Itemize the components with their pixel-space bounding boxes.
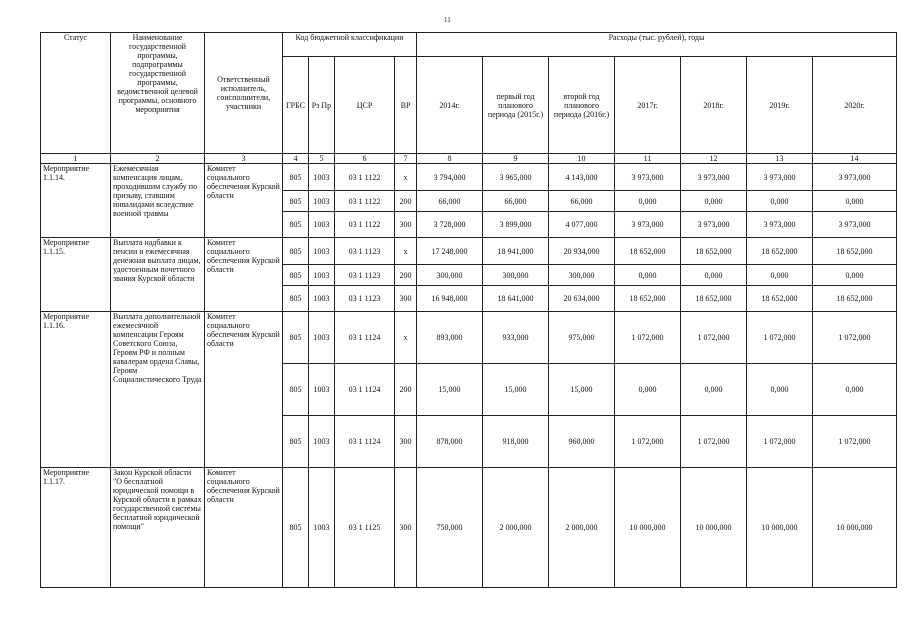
executor-cell: Комитет социального обеспечения Курской области [205, 164, 283, 238]
grbs-cell: 805 [283, 212, 309, 238]
status-cell: Мероприятие 1.1.15. [41, 238, 111, 312]
vr-cell: х [395, 238, 417, 265]
grbs-cell: 805 [283, 468, 309, 588]
header-year-5: 2019г. [747, 57, 813, 154]
value-cell: 1 072,000 [615, 416, 681, 468]
value-cell: 3 794,000 [417, 164, 483, 191]
name-cell: Закон Курской области "О бесплатной юридической помощи в Курской области в рамках государственной системы бесплатной юридической помощи" [111, 468, 205, 588]
table-row [41, 238, 897, 265]
value-cell: 4 077,000 [549, 212, 615, 238]
value-cell: 0,000 [747, 364, 813, 416]
value-cell: 66,000 [417, 191, 483, 212]
value-cell: 2 000,000 [549, 468, 615, 588]
value-cell: 3 965,000 [483, 164, 549, 191]
value-cell: 0,000 [681, 265, 747, 286]
vr-cell: 300 [395, 212, 417, 238]
value-cell: 0,000 [813, 191, 897, 212]
value-cell: 3 973,000 [681, 212, 747, 238]
column-number: 14 [813, 154, 897, 164]
value-cell: 1 072,000 [813, 312, 897, 364]
vr-cell: 200 [395, 364, 417, 416]
rzpr-cell: 1003 [309, 164, 335, 191]
value-cell: 1 072,000 [681, 312, 747, 364]
value-cell: 18 652,000 [747, 238, 813, 265]
value-cell: 18 652,000 [681, 286, 747, 312]
header-expenses: Расходы (тыс. рублей), годы [417, 33, 897, 57]
vr-cell: 200 [395, 265, 417, 286]
csr-cell: 03 1 1122 [335, 191, 395, 212]
column-number: 7 [395, 154, 417, 164]
csr-cell: 03 1 1123 [335, 286, 395, 312]
rzpr-cell: 1003 [309, 212, 335, 238]
value-cell: 3 973,000 [747, 212, 813, 238]
value-cell: 2 000,000 [483, 468, 549, 588]
value-cell: 0,000 [747, 191, 813, 212]
name-cell: Выплата дополнительной ежемесячной компенсации Героям Советского Союза, Героям РФ и полным кавалерам ордена Славы, Героям Социалистического Труда [111, 312, 205, 468]
value-cell: 975,000 [549, 312, 615, 364]
value-cell: 878,000 [417, 416, 483, 468]
value-cell: 300,000 [417, 265, 483, 286]
value-cell: 0,000 [813, 364, 897, 416]
header-executor: Ответственный исполнитель, соисполнители, участники [205, 33, 283, 154]
value-cell: 1 072,000 [681, 416, 747, 468]
table-row [41, 164, 897, 191]
column-number: 2 [111, 154, 205, 164]
value-cell: 10 000,000 [615, 468, 681, 588]
value-cell: 1 072,000 [747, 312, 813, 364]
column-number-row [41, 154, 897, 164]
column-number: 1 [41, 154, 111, 164]
value-cell: 17 248,000 [417, 238, 483, 265]
value-cell: 3 973,000 [813, 164, 897, 191]
value-cell: 300,000 [483, 265, 549, 286]
vr-cell: 300 [395, 416, 417, 468]
grbs-cell: 805 [283, 312, 309, 364]
grbs-cell: 805 [283, 364, 309, 416]
rzpr-cell: 1003 [309, 265, 335, 286]
value-cell: 0,000 [747, 265, 813, 286]
name-cell: Выплата надбавки к пенсии и ежемесячная денежная выплата лицам, удостоенным почетного звания Курской области [111, 238, 205, 312]
grbs-cell: 805 [283, 238, 309, 265]
value-cell: 933,000 [483, 312, 549, 364]
column-number: 8 [417, 154, 483, 164]
vr-cell: 200 [395, 191, 417, 212]
header-vr: ВР [395, 57, 417, 154]
column-number: 13 [747, 154, 813, 164]
value-cell: 0,000 [681, 191, 747, 212]
value-cell: 3 973,000 [681, 164, 747, 191]
csr-cell: 03 1 1122 [335, 212, 395, 238]
value-cell: 15,000 [417, 364, 483, 416]
value-cell: 16 948,000 [417, 286, 483, 312]
value-cell: 4 143,000 [549, 164, 615, 191]
grbs-cell: 805 [283, 286, 309, 312]
header-year-2: второй год планового периода (2016г.) [549, 57, 615, 154]
value-cell: 18 652,000 [681, 238, 747, 265]
value-cell: 0,000 [681, 364, 747, 416]
value-cell: 1 072,000 [813, 416, 897, 468]
value-cell: 15,000 [549, 364, 615, 416]
value-cell: 10 000,000 [681, 468, 747, 588]
rzpr-cell: 1003 [309, 364, 335, 416]
vr-cell: 300 [395, 468, 417, 588]
column-number: 4 [283, 154, 309, 164]
csr-cell: 03 1 1122 [335, 164, 395, 191]
value-cell: 893,000 [417, 312, 483, 364]
value-cell: 0,000 [615, 265, 681, 286]
header-year-6: 2020г. [813, 57, 897, 154]
executor-cell: Комитет социального обеспечения Курской области [205, 238, 283, 312]
grbs-cell: 805 [283, 416, 309, 468]
table-row [41, 468, 897, 588]
value-cell: 3 973,000 [813, 212, 897, 238]
value-cell: 0,000 [813, 265, 897, 286]
name-cell: Ежемесячная компенсация лицам, проходившим службу по призыву, ставшим инвалидами вследствие военной травмы [111, 164, 205, 238]
value-cell: 10 000,000 [747, 468, 813, 588]
value-cell: 20 634,000 [549, 286, 615, 312]
column-number: 12 [681, 154, 747, 164]
column-number: 5 [309, 154, 335, 164]
budget-table [40, 32, 897, 588]
value-cell: 15,000 [483, 364, 549, 416]
status-cell: Мероприятие 1.1.17. [41, 468, 111, 588]
value-cell: 300,000 [549, 265, 615, 286]
value-cell: 1 072,000 [747, 416, 813, 468]
value-cell: 3 899,000 [483, 212, 549, 238]
header-rzpr: Рз Пр [309, 57, 335, 154]
csr-cell: 03 1 1125 [335, 468, 395, 588]
grbs-cell: 805 [283, 265, 309, 286]
status-cell: Мероприятие 1.1.16. [41, 312, 111, 468]
grbs-cell: 805 [283, 191, 309, 212]
rzpr-cell: 1003 [309, 286, 335, 312]
csr-cell: 03 1 1124 [335, 364, 395, 416]
grbs-cell: 805 [283, 164, 309, 191]
value-cell: 10 000,000 [813, 468, 897, 588]
header-grbs: ГРБС [283, 57, 309, 154]
column-number: 9 [483, 154, 549, 164]
csr-cell: 03 1 1124 [335, 416, 395, 468]
value-cell: 18 652,000 [615, 286, 681, 312]
value-cell: 20 934,000 [549, 238, 615, 265]
header-year-4: 2018г. [681, 57, 747, 154]
vr-cell: х [395, 164, 417, 191]
executor-cell: Комитет социального обеспечения Курской области [205, 312, 283, 468]
vr-cell: х [395, 312, 417, 364]
value-cell: 18 641,000 [483, 286, 549, 312]
value-cell: 918,000 [483, 416, 549, 468]
column-number: 11 [615, 154, 681, 164]
value-cell: 0,000 [615, 364, 681, 416]
value-cell: 3 973,000 [615, 164, 681, 191]
column-number: 3 [205, 154, 283, 164]
csr-cell: 03 1 1123 [335, 265, 395, 286]
value-cell: 66,000 [549, 191, 615, 212]
value-cell: 18 652,000 [615, 238, 681, 265]
header-status: Статус [41, 33, 111, 154]
value-cell: 3 973,000 [615, 212, 681, 238]
value-cell: 960,000 [549, 416, 615, 468]
value-cell: 3 728,000 [417, 212, 483, 238]
rzpr-cell: 1003 [309, 238, 335, 265]
executor-cell: Комитет социального обеспечения Курской области [205, 468, 283, 588]
value-cell: 3 973,000 [747, 164, 813, 191]
value-cell: 1 072,000 [615, 312, 681, 364]
column-number: 6 [335, 154, 395, 164]
value-cell: 18 652,000 [813, 238, 897, 265]
column-number: 10 [549, 154, 615, 164]
rzpr-cell: 1003 [309, 312, 335, 364]
page-number: 11 [444, 16, 451, 24]
header-year-3: 2017г. [615, 57, 681, 154]
rzpr-cell: 1003 [309, 191, 335, 212]
status-cell: Мероприятие 1.1.14. [41, 164, 111, 238]
value-cell: 18 652,000 [747, 286, 813, 312]
value-cell: 750,000 [417, 468, 483, 588]
header-csr: ЦСР [335, 57, 395, 154]
header-year-0: 2014г. [417, 57, 483, 154]
header-name: Наименование государственной программы, подпрограммы государственной программы, ведомственной целевой программы, основного мероприятия [111, 33, 205, 154]
rzpr-cell: 1003 [309, 468, 335, 588]
value-cell: 18 652,000 [813, 286, 897, 312]
header-budget-code: Код бюджетной классификации [283, 33, 417, 57]
value-cell: 18 941,000 [483, 238, 549, 265]
vr-cell: 300 [395, 286, 417, 312]
rzpr-cell: 1003 [309, 416, 335, 468]
header-year-1: первый год планового периода (2015г.) [483, 57, 549, 154]
value-cell: 0,000 [615, 191, 681, 212]
value-cell: 66,000 [483, 191, 549, 212]
csr-cell: 03 1 1123 [335, 238, 395, 265]
csr-cell: 03 1 1124 [335, 312, 395, 364]
table-row [41, 312, 897, 364]
